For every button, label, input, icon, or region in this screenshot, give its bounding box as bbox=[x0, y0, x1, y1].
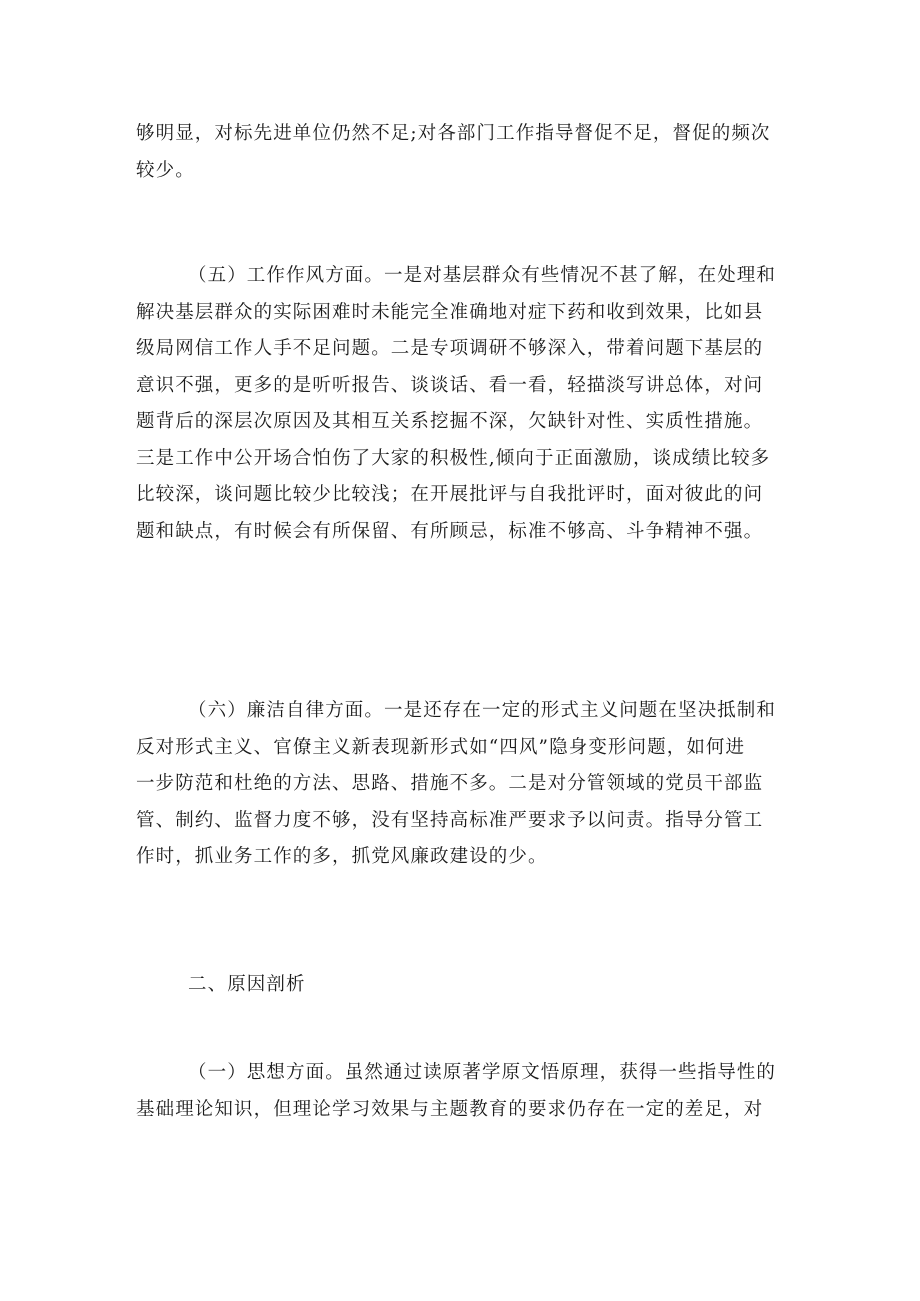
text-line: （六）廉洁自律方面。一是还存在一定的形式主义问题在坚决抵制和 bbox=[188, 700, 777, 721]
paragraph-thinking bbox=[136, 1055, 786, 1128]
text-line: 题背后的深层次原因及其相互关系挖掘不深，欠缺针对性、实质性措施。 bbox=[136, 411, 764, 432]
text-line: 基础理论知识，但理论学习效果与主题教育的要求仍存在一定的差足，对 bbox=[136, 1098, 764, 1120]
text-line: 比较深，谈问题比较少比较浅；在开展批评与自我批评时，面对彼此的问 bbox=[136, 484, 764, 505]
text-line: 级局网信工作人手不足问题。二是专项调研不够深入，带着问题下基层的 bbox=[136, 338, 764, 359]
paragraph-continuation bbox=[136, 116, 786, 189]
text-line: 题和缺点，有时候会有所保留、有所顾忌，标准不够高、斗争精神不强。 bbox=[136, 520, 764, 542]
text-line: （五）工作作风方面。一是对基层群众有些情况不甚了解，在处理和 bbox=[188, 265, 777, 286]
text-line: 较少。 bbox=[136, 159, 195, 181]
text-line: 够明显，对标先进单位仍然不足;对各部门工作指导督促不足，督促的频次 bbox=[136, 123, 771, 144]
text-line: 意识不强，更多的是听听报告、谈谈话、看一看，轻描淡写讲总体，对问 bbox=[136, 374, 764, 396]
text-line: 三是工作中公开场合怕伤了大家的积极性,倾向于正面激励，谈成绩比较多 bbox=[136, 447, 771, 469]
paragraph-work-style bbox=[136, 258, 786, 550]
text-line: 反对形式主义、官僚主义新表现新形式如“四风”隐身变形问题，如何进 bbox=[136, 736, 746, 758]
paragraph-integrity bbox=[136, 693, 786, 876]
text-line: 解决基层群众的实际困难时未能完全准确地对症下药和收到效果，比如县 bbox=[136, 301, 764, 323]
text-line: 作时，抓业务工作的多，抓党风廉政建设的少。 bbox=[136, 846, 548, 867]
text-line: 管、制约、监督力度不够，没有坚持高标准严要求予以问责。指导分管工 bbox=[136, 809, 764, 831]
section-heading: 二、原因剖析 bbox=[188, 974, 306, 995]
text-line: （一）思想方面。虽然通过读原著学原文悟原理，获得一些指导性的 bbox=[188, 1062, 777, 1083]
text-line: 一步防范和杜绝的方法、思路、措施不多。二是对分管领域的党员干部监 bbox=[136, 773, 764, 794]
